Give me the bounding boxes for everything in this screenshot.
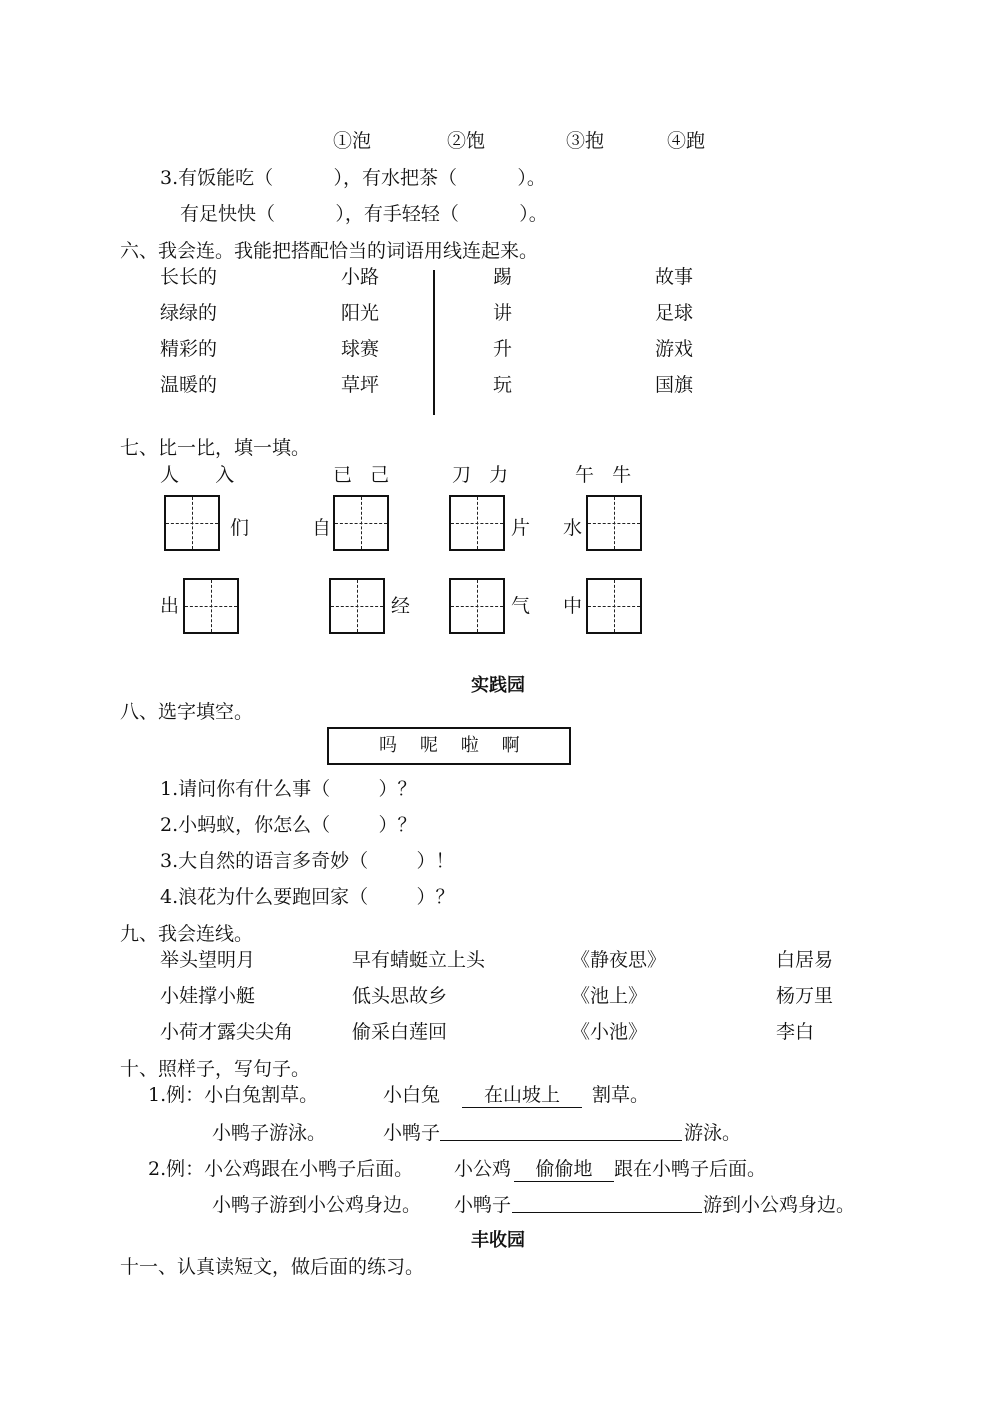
q6-col4-item: 游戏 (655, 338, 694, 360)
q6-col3-item: 升 (493, 338, 513, 360)
q6-col3-item: 玩 (493, 374, 513, 396)
option-4: ④跑 (667, 130, 706, 152)
q10-example2: 2.例：小公鸡跟在小鸭子后面。 (148, 1158, 414, 1180)
q8-item: 1.请问你有什么事（ ）？ (160, 778, 417, 800)
q9-heading: 九、我会连线。 (120, 923, 254, 945)
q9-col4-item: 白居易 (776, 949, 834, 971)
q7-char: 经 (391, 595, 411, 617)
writing-grid[interactable] (329, 578, 385, 634)
q6-col4-item: 故事 (655, 266, 694, 288)
q7-char: 水 (563, 517, 583, 539)
q10-practice2-subject: 小鸭子 (454, 1194, 512, 1216)
q9-col3-item: 《小池》 (571, 1021, 648, 1043)
q6-col1-item: 绿绿的 (160, 302, 218, 324)
q10-example2-subject: 小公鸡 (454, 1158, 512, 1180)
q9-col2-item: 早有蜻蜓立上头 (352, 949, 486, 971)
writing-grid[interactable] (586, 578, 642, 634)
answer-blank[interactable] (512, 1212, 702, 1213)
writing-grid[interactable] (183, 578, 239, 634)
q7-pair: 刀 力 (452, 464, 509, 486)
q6-col1-item: 精彩的 (160, 338, 218, 360)
option-3: ③抱 (566, 130, 605, 152)
answer-blank[interactable] (440, 1140, 682, 1141)
q9-col1-item: 举头望明月 (160, 949, 256, 971)
q10-example1-end: 割草。 (592, 1084, 650, 1106)
q9-col2-item: 偷采白莲回 (352, 1021, 448, 1043)
q7-char: 们 (230, 517, 250, 539)
q10-example2-end: 跟在小鸭子后面。 (614, 1158, 767, 1180)
q7-char: 自 (312, 517, 332, 539)
q8-item: 2.小蚂蚁，你怎么（ ）？ (160, 814, 417, 836)
q10-example2-fill: 偷偷地 (514, 1157, 614, 1182)
q9-col3-item: 《池上》 (571, 985, 648, 1007)
q5-item-3-line2: 有足快快（ ），有手轻轻（ ）。 (180, 203, 548, 225)
q6-col2-item: 球赛 (341, 338, 380, 360)
q10-example1-fill: 在山坡上 (462, 1083, 582, 1108)
q8-item: 3.大自然的语言多奇妙（ ）！ (160, 850, 455, 872)
q7-char: 气 (511, 595, 531, 617)
q7-pair: 人 入 (160, 464, 235, 486)
q9-col4-item: 李白 (776, 1021, 815, 1043)
q10-practice2-end: 游到小公鸡身边。 (703, 1194, 856, 1216)
q10-practice2: 小鸭子游到小公鸡身边。 (212, 1194, 422, 1216)
q10-practice1-subject: 小鸭子 (383, 1122, 441, 1144)
q9-col2-item: 低头思故乡 (352, 985, 448, 1007)
writing-grid[interactable] (449, 578, 505, 634)
word-choice-box (327, 727, 571, 765)
writing-grid[interactable] (333, 495, 389, 551)
option-1: ①泡 (333, 130, 372, 152)
q9-col3-item: 《静夜思》 (571, 949, 667, 971)
section-title-practice: 实践园 (471, 675, 525, 696)
q7-char: 中 (563, 595, 583, 617)
q7-pair: 已 己 (333, 464, 390, 486)
q6-divider (433, 270, 435, 415)
q10-heading: 十、照样子，写句子。 (120, 1058, 311, 1080)
q6-col3-item: 讲 (493, 302, 513, 324)
q6-heading: 六、我会连。我能把搭配恰当的词语用线连起来。 (120, 240, 539, 262)
q6-col3-item: 踢 (493, 266, 513, 288)
q10-practice1-end: 游泳。 (684, 1122, 742, 1144)
q6-col2-item: 小路 (341, 266, 380, 288)
q9-col1-item: 小娃撑小艇 (160, 985, 256, 1007)
writing-grid[interactable] (164, 495, 220, 551)
q7-char: 出 (160, 595, 180, 617)
writing-grid[interactable] (449, 495, 505, 551)
q6-col2-item: 阳光 (341, 302, 380, 324)
q6-col4-item: 足球 (655, 302, 694, 324)
writing-grid[interactable] (586, 495, 642, 551)
word-choices: 吗 呢 啦 啊 (379, 735, 520, 756)
q6-col1-item: 温暖的 (160, 374, 218, 396)
q10-example1: 1.例：小白兔割草。 (148, 1084, 319, 1106)
q8-item: 4.浪花为什么要跑回家（ ）？ (160, 886, 455, 908)
q5-item-3-line1: 3.有饭能吃（ ），有水把茶（ ）。 (160, 167, 546, 189)
q9-col1-item: 小荷才露尖尖角 (160, 1021, 294, 1043)
q10-example1-subject: 小白兔 (383, 1084, 441, 1106)
q7-heading: 七、比一比，填一填。 (120, 437, 311, 459)
q6-col2-item: 草坪 (341, 374, 380, 396)
q8-heading: 八、选字填空。 (120, 701, 254, 723)
option-2: ②饱 (447, 130, 486, 152)
q7-char: 片 (511, 517, 531, 539)
q11-heading: 十一、认真读短文，做后面的练习。 (120, 1256, 425, 1278)
q6-col4-item: 国旗 (655, 374, 694, 396)
q6-col1-item: 长长的 (160, 266, 218, 288)
section-title-harvest: 丰收园 (471, 1230, 525, 1251)
q10-practice1: 小鸭子游泳。 (212, 1122, 327, 1144)
q7-pair: 午 牛 (575, 464, 632, 486)
q9-col4-item: 杨万里 (776, 985, 834, 1007)
